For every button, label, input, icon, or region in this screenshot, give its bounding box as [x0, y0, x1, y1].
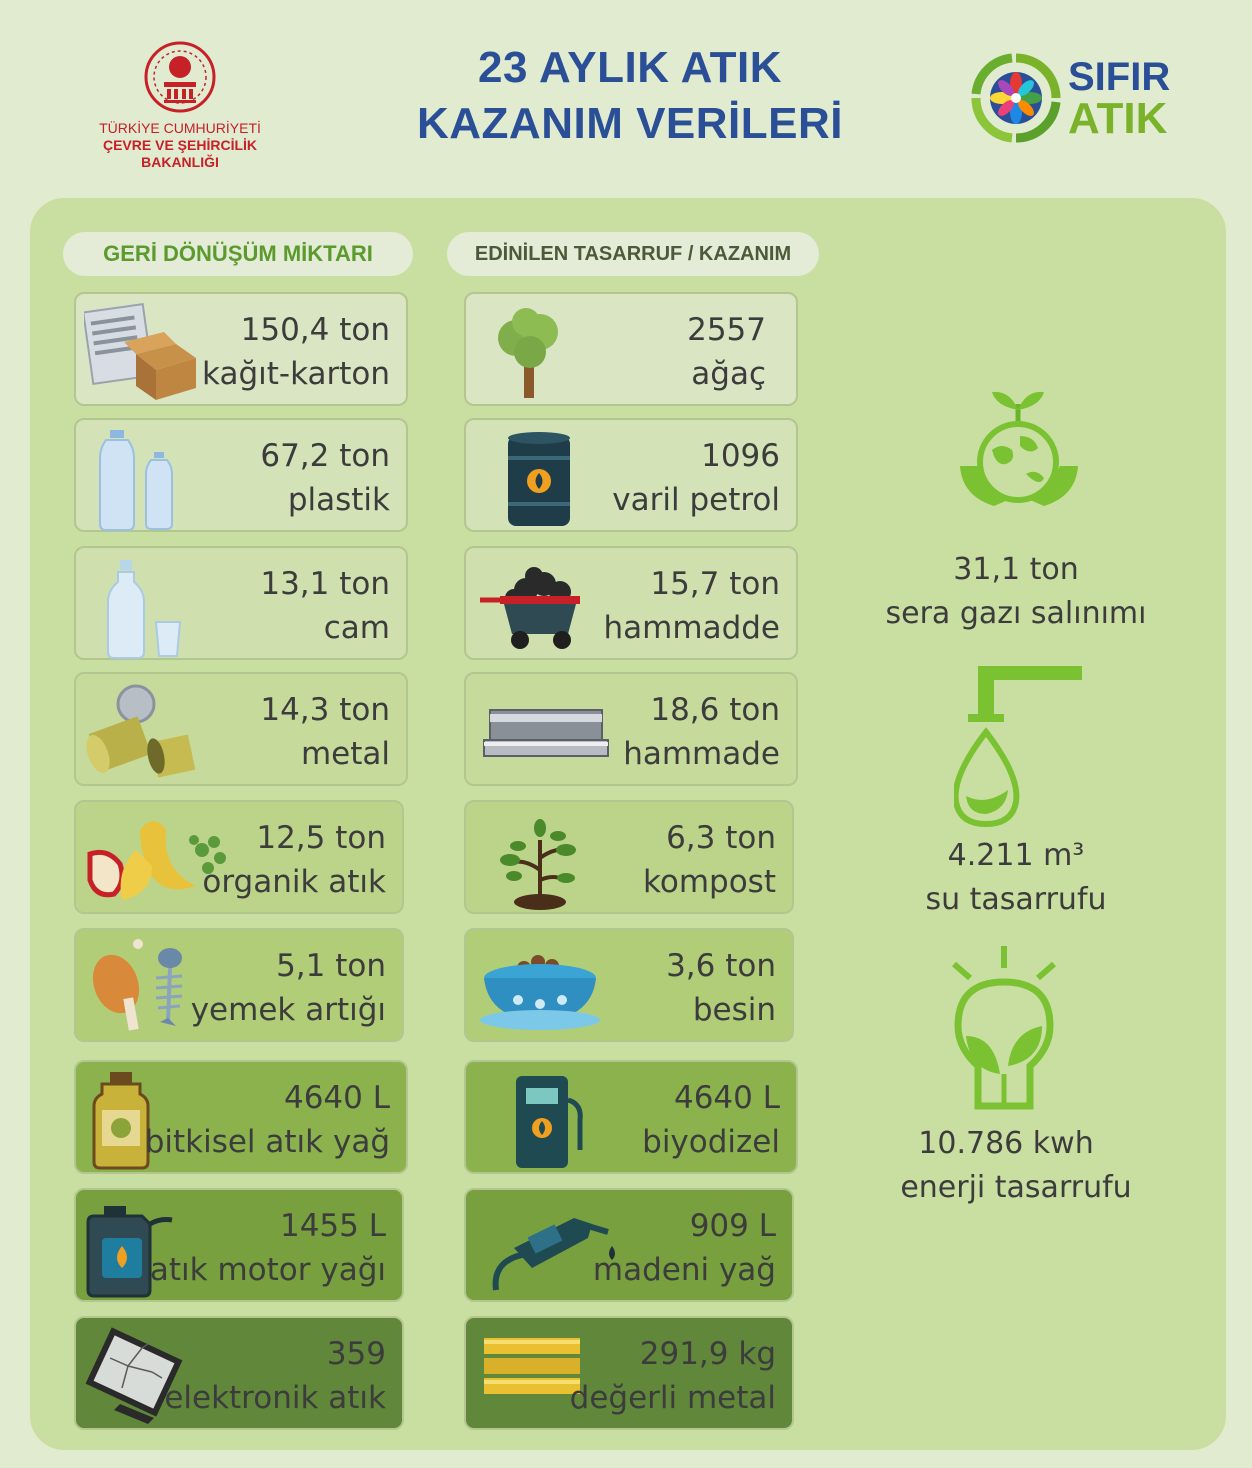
pet-food-bowl-icon — [474, 938, 604, 1042]
savings-value: 18,6 ton — [650, 692, 780, 728]
savings-label: biyodizel — [642, 1124, 780, 1160]
savings-card — [464, 672, 798, 786]
savings-value: 1096 — [701, 438, 780, 474]
savings-label: besin — [692, 992, 776, 1028]
recycling-card — [74, 1316, 404, 1430]
recycling-card — [74, 672, 408, 786]
recycling-value: 359 — [326, 1336, 386, 1372]
earth-hands-icon — [954, 388, 1084, 518]
coal-cart-icon — [474, 556, 594, 660]
savings-card — [464, 292, 798, 406]
glass-bottle-icon — [84, 556, 194, 660]
oil-barrel-icon — [474, 428, 584, 532]
recycling-label: organik atık — [202, 864, 386, 900]
savings-label: hammade — [623, 736, 780, 772]
impact-item — [866, 1122, 1166, 1210]
savings-value: 4640 L — [673, 1080, 780, 1116]
logo-word-sifir: SIFIR — [1068, 55, 1171, 99]
savings-label: değerli metal — [569, 1380, 776, 1416]
recycling-label: metal — [300, 736, 390, 772]
page-title-line-1: 23 AYLIK ATIK — [478, 43, 782, 92]
savings-card — [464, 1316, 794, 1430]
savings-label: ağaç — [691, 356, 766, 392]
savings-label: kompost — [643, 864, 776, 900]
fuel-pump-icon — [474, 1070, 584, 1174]
food-leftovers-icon — [84, 938, 194, 1042]
recycling-card — [74, 292, 408, 406]
recycling-value: 67,2 ton — [260, 438, 390, 474]
recycling-label: elektronik atık — [164, 1380, 386, 1416]
recycling-card — [74, 928, 404, 1042]
tree-icon — [474, 302, 584, 406]
ministry-seal-icon — [140, 40, 220, 114]
savings-value: 291,9 kg — [639, 1336, 776, 1372]
recycling-card — [74, 418, 408, 532]
savings-value: 3,6 ton — [666, 948, 776, 984]
savings-label: madeni yağ — [592, 1252, 776, 1288]
savings-value: 6,3 ton — [666, 820, 776, 856]
recycling-label: kağıt-karton — [202, 356, 390, 392]
savings-value: 15,7 ton — [650, 566, 780, 602]
metal-ingot-icon — [474, 682, 614, 786]
left-column-title: GERİ DÖNÜŞÜM MİKTARI — [63, 232, 413, 276]
recycling-card — [74, 800, 404, 914]
recycling-value: 4640 L — [283, 1080, 390, 1116]
eco-bulb-icon — [942, 942, 1072, 1118]
ministry-logo — [80, 40, 280, 171]
recycling-value: 13,1 ton — [260, 566, 390, 602]
recycling-card — [74, 1188, 404, 1302]
savings-card — [464, 1188, 794, 1302]
recycling-label: atık motor yağı — [149, 1252, 386, 1288]
recycling-value: 1455 L — [279, 1208, 386, 1244]
recycling-value: 150,4 ton — [240, 312, 390, 348]
savings-value: 909 L — [689, 1208, 776, 1244]
water-tap-icon — [954, 658, 1084, 828]
impact-item — [866, 548, 1166, 636]
recycling-value: 5,1 ton — [276, 948, 386, 984]
paper-cardboard-icon — [84, 302, 204, 402]
recycling-label: bitkisel atık yağ — [144, 1124, 390, 1160]
page-title — [360, 40, 900, 152]
impact-value: 31,1 ton — [953, 552, 1079, 587]
savings-label: hammadde — [603, 610, 780, 646]
ministry-line-1: TÜRKİYE CUMHURİYETİ — [99, 120, 261, 136]
recycling-label: plastik — [287, 482, 390, 518]
right-column-title: EDİNİLEN TASARRUF / KAZANIM — [447, 232, 819, 276]
sapling-icon — [474, 810, 594, 914]
page-title-line-2: KAZANIM VERİLERİ — [417, 99, 843, 148]
tin-cans-icon — [84, 682, 204, 786]
ministry-line-2: ÇEVRE VE ŞEHİRCİLİK — [102, 137, 258, 153]
recycling-value: 12,5 ton — [256, 820, 386, 856]
logo-word-atik: ATIK — [1068, 94, 1168, 143]
impact-value: 10.786 kwh — [918, 1126, 1094, 1161]
impact-value: 4.211 m³ — [947, 838, 1085, 873]
impact-label: su tasarrufu — [925, 882, 1107, 917]
savings-value: 2557 — [687, 312, 766, 348]
recycling-label: cam — [323, 610, 390, 646]
recycling-card — [74, 1060, 408, 1174]
impact-item — [866, 834, 1166, 922]
savings-card — [464, 1060, 798, 1174]
recycling-label: yemek artığı — [190, 992, 386, 1028]
impact-label: enerji tasarrufu — [900, 1170, 1132, 1205]
recycle-flower-icon — [968, 50, 1064, 146]
savings-card — [464, 928, 794, 1042]
savings-card — [464, 546, 798, 660]
savings-card — [464, 418, 798, 532]
recycling-card — [74, 546, 408, 660]
savings-card — [464, 800, 794, 914]
sifir-atik-logo — [968, 50, 1188, 150]
recycling-value: 14,3 ton — [260, 692, 390, 728]
savings-label: varil petrol — [612, 482, 780, 518]
gold-bars-icon — [474, 1326, 584, 1430]
ministry-line-3: BAKANLIĞI — [141, 154, 219, 170]
impact-label: sera gazı salınımı — [885, 596, 1147, 631]
plastic-bottles-icon — [84, 428, 194, 532]
